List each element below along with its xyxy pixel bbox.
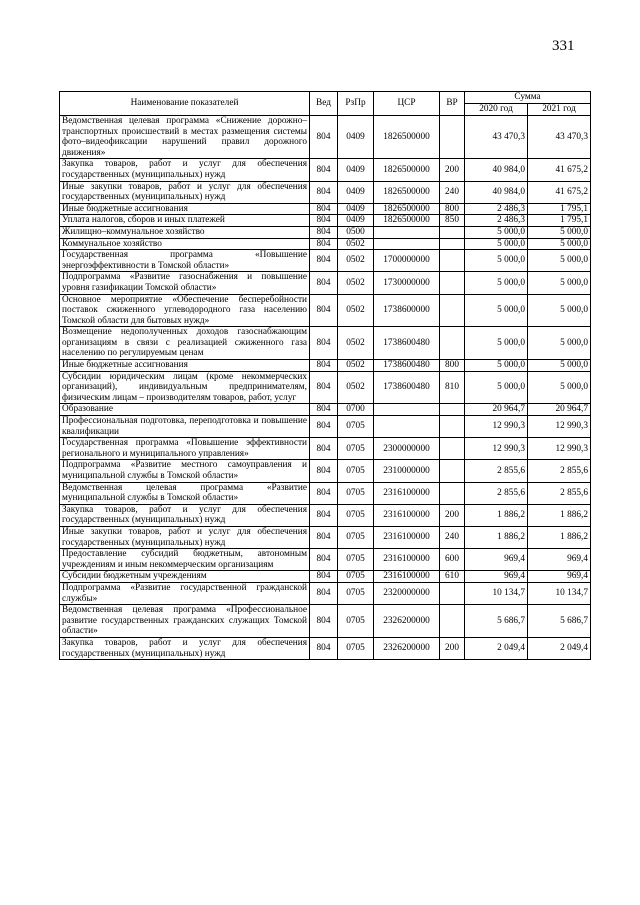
cell-sum-2021: 43 470,3 — [528, 116, 591, 159]
cell-csr: 1826500000 — [374, 203, 440, 215]
cell-name: Ведомственная целевая программа «Профессиональное развитие государственных гражданских служащих Томской области» — [60, 605, 310, 638]
cell-sum-2020: 969,4 — [465, 571, 528, 583]
cell-sum-2021: 5 000,0 — [528, 226, 591, 238]
cell-rzpr: 0502 — [338, 294, 374, 327]
cell-ved: 804 — [310, 294, 338, 327]
table-row — [60, 637, 591, 659]
cell-csr: 1826500000 — [374, 116, 440, 159]
cell-sum-2020: 12 990,3 — [465, 416, 528, 438]
cell-name: Закупка товаров, работ и услуг для обеспечения государственных (муниципальных) нужд — [60, 504, 310, 526]
cell-ved: 804 — [310, 250, 338, 272]
cell-vr: 800 — [440, 360, 465, 372]
cell-rzpr: 0705 — [338, 582, 374, 604]
cell-sum-2021: 1 886,2 — [528, 504, 591, 526]
cell-sum-2021: 5 686,7 — [528, 605, 591, 638]
cell-name: Государственная программа «Повышение эффективности регионального и муниципального управления» — [60, 438, 310, 460]
cell-csr: 2316100000 — [374, 504, 440, 526]
cell-sum-2021: 2 855,6 — [528, 460, 591, 482]
table-row — [60, 238, 591, 250]
cell-name: Основное мероприятие «Обеспечение бесперебойности поставок сжиженного углеводородного газа населению Томской области для бытовых нужд» — [60, 294, 310, 327]
cell-sum-2021: 969,4 — [528, 549, 591, 571]
page-number: 331 — [552, 38, 575, 54]
cell-sum-2020: 12 990,3 — [465, 438, 528, 460]
cell-vr: 240 — [440, 526, 465, 548]
cell-sum-2021: 41 675,2 — [528, 159, 591, 181]
cell-sum-2021: 1 886,2 — [528, 526, 591, 548]
cell-ved: 804 — [310, 203, 338, 215]
cell-rzpr: 0409 — [338, 181, 374, 203]
cell-sum-2020: 2 486,3 — [465, 215, 528, 227]
table-row — [60, 327, 591, 360]
cell-name: Жилищно–коммунальное хозяйство — [60, 226, 310, 238]
cell-sum-2020: 5 686,7 — [465, 605, 528, 638]
cell-rzpr: 0500 — [338, 226, 374, 238]
cell-ved: 804 — [310, 605, 338, 638]
cell-sum-2020: 5 000,0 — [465, 272, 528, 294]
cell-rzpr: 0705 — [338, 416, 374, 438]
cell-sum-2021: 1 795,1 — [528, 203, 591, 215]
cell-sum-2020: 5 000,0 — [465, 371, 528, 404]
cell-rzpr: 0705 — [338, 571, 374, 583]
cell-sum-2020: 5 000,0 — [465, 250, 528, 272]
cell-sum-2020: 5 000,0 — [465, 294, 528, 327]
cell-sum-2021: 41 675,2 — [528, 181, 591, 203]
cell-name: Иные закупки товаров, работ и услуг для обеспечения государственных (муниципальных) нужд — [60, 181, 310, 203]
table-row — [60, 226, 591, 238]
table-row — [60, 504, 591, 526]
cell-name: Профессиональная подготовка, переподготовка и повышение квалификации — [60, 416, 310, 438]
cell-csr: 1826500000 — [374, 181, 440, 203]
cell-sum-2021: 2 855,6 — [528, 482, 591, 504]
cell-vr: 200 — [440, 504, 465, 526]
cell-rzpr: 0705 — [338, 438, 374, 460]
header-csr: ЦСР — [374, 92, 440, 116]
cell-rzpr: 0502 — [338, 327, 374, 360]
cell-csr: 2300000000 — [374, 438, 440, 460]
cell-ved: 804 — [310, 272, 338, 294]
cell-name: Уплата налогов, сборов и иных платежей — [60, 215, 310, 227]
cell-name: Субсидии юридическим лицам (кроме некоммерческих организаций), индивидуальным предпринимателям, физическим лицам – производителям товаров, работ, услуг — [60, 371, 310, 404]
cell-vr: 600 — [440, 549, 465, 571]
cell-sum-2020: 20 964,7 — [465, 404, 528, 416]
cell-sum-2021: 12 990,3 — [528, 438, 591, 460]
cell-sum-2021: 5 000,0 — [528, 250, 591, 272]
cell-sum-2021: 5 000,0 — [528, 294, 591, 327]
cell-sum-2021: 5 000,0 — [528, 238, 591, 250]
cell-csr — [374, 404, 440, 416]
cell-sum-2020: 43 470,3 — [465, 116, 528, 159]
cell-name: Закупка товаров, работ и услуг для обеспечения государственных (муниципальных) нужд — [60, 159, 310, 181]
cell-ved: 804 — [310, 582, 338, 604]
cell-vr — [440, 582, 465, 604]
cell-rzpr: 0705 — [338, 482, 374, 504]
cell-sum-2020: 1 886,2 — [465, 526, 528, 548]
table-row — [60, 416, 591, 438]
cell-name: Коммунальное хозяйство — [60, 238, 310, 250]
cell-csr: 1730000000 — [374, 272, 440, 294]
cell-vr: 240 — [440, 181, 465, 203]
table-row — [60, 360, 591, 372]
cell-vr — [440, 404, 465, 416]
cell-rzpr: 0502 — [338, 371, 374, 404]
cell-name: Образование — [60, 404, 310, 416]
cell-ved: 804 — [310, 371, 338, 404]
cell-vr — [440, 327, 465, 360]
cell-vr: 850 — [440, 215, 465, 227]
cell-sum-2020: 2 855,6 — [465, 482, 528, 504]
cell-sum-2020: 2 855,6 — [465, 460, 528, 482]
cell-csr — [374, 416, 440, 438]
cell-ved: 804 — [310, 460, 338, 482]
cell-vr — [440, 294, 465, 327]
cell-rzpr: 0502 — [338, 250, 374, 272]
cell-sum-2021: 969,4 — [528, 571, 591, 583]
table-row — [60, 215, 591, 227]
cell-name: Закупка товаров, работ и услуг для обеспечения государственных (муниципальных) нужд — [60, 637, 310, 659]
cell-csr: 1826500000 — [374, 215, 440, 227]
cell-rzpr: 0409 — [338, 159, 374, 181]
cell-name: Иные бюджетные ассигнования — [60, 203, 310, 215]
cell-sum-2021: 5 000,0 — [528, 360, 591, 372]
cell-name: Возмещение недополученных доходов газоснабжающим организациям в связи с реализацией сжиженного газа населению по регулируемым ценам — [60, 327, 310, 360]
cell-sum-2020: 2 049,4 — [465, 637, 528, 659]
cell-csr: 2316100000 — [374, 482, 440, 504]
cell-ved: 804 — [310, 404, 338, 416]
header-year-2020: 2020 год — [465, 104, 528, 116]
cell-csr: 1826500000 — [374, 159, 440, 181]
cell-csr — [374, 238, 440, 250]
header-sum: Сумма — [465, 92, 591, 104]
cell-csr: 1738600480 — [374, 371, 440, 404]
cell-ved: 804 — [310, 226, 338, 238]
cell-rzpr: 0409 — [338, 116, 374, 159]
cell-rzpr: 0409 — [338, 215, 374, 227]
cell-ved: 804 — [310, 416, 338, 438]
table-row — [60, 272, 591, 294]
cell-csr: 1738600480 — [374, 360, 440, 372]
cell-ved: 804 — [310, 571, 338, 583]
cell-ved: 804 — [310, 238, 338, 250]
table-row — [60, 181, 591, 203]
cell-sum-2020: 2 486,3 — [465, 203, 528, 215]
header-name: Наименование показателей — [60, 92, 310, 116]
cell-csr: 2320000000 — [374, 582, 440, 604]
cell-rzpr: 0502 — [338, 272, 374, 294]
cell-csr — [374, 226, 440, 238]
cell-ved: 804 — [310, 504, 338, 526]
cell-ved: 804 — [310, 215, 338, 227]
cell-ved: 804 — [310, 327, 338, 360]
cell-rzpr: 0502 — [338, 360, 374, 372]
cell-csr: 2316100000 — [374, 549, 440, 571]
cell-sum-2021: 2 049,4 — [528, 637, 591, 659]
cell-vr — [440, 226, 465, 238]
cell-vr — [440, 460, 465, 482]
cell-rzpr: 0705 — [338, 549, 374, 571]
cell-sum-2020: 10 134,7 — [465, 582, 528, 604]
budget-table — [59, 91, 591, 660]
table-row — [60, 116, 591, 159]
cell-name: Предоставление субсидий бюджетным, автономным учреждениям и иным некоммерческим организациям — [60, 549, 310, 571]
cell-vr: 810 — [440, 371, 465, 404]
cell-sum-2021: 20 964,7 — [528, 404, 591, 416]
cell-sum-2020: 969,4 — [465, 549, 528, 571]
cell-vr: 800 — [440, 203, 465, 215]
cell-rzpr: 0705 — [338, 504, 374, 526]
header-rzpr: РзПр — [338, 92, 374, 116]
header-year-2021: 2021 год — [528, 104, 591, 116]
cell-sum-2021: 12 990,3 — [528, 416, 591, 438]
table-row — [60, 549, 591, 571]
cell-vr — [440, 238, 465, 250]
cell-name: Ведомственная целевая программа «Развитие муниципальной службы в Томской области» — [60, 482, 310, 504]
cell-name: Иные закупки товаров, работ и услуг для обеспечения государственных (муниципальных) нужд — [60, 526, 310, 548]
cell-vr — [440, 250, 465, 272]
cell-rzpr: 0705 — [338, 637, 374, 659]
cell-sum-2021: 5 000,0 — [528, 371, 591, 404]
cell-name: Подпрограмма «Развитие государственной гражданской службы» — [60, 582, 310, 604]
cell-ved: 804 — [310, 482, 338, 504]
cell-sum-2021: 5 000,0 — [528, 272, 591, 294]
cell-csr: 2326200000 — [374, 637, 440, 659]
cell-ved: 804 — [310, 181, 338, 203]
cell-ved: 804 — [310, 116, 338, 159]
cell-sum-2020: 1 886,2 — [465, 504, 528, 526]
cell-vr: 200 — [440, 159, 465, 181]
header-vr: ВР — [440, 92, 465, 116]
cell-vr — [440, 482, 465, 504]
cell-name: Субсидии бюджетным учреждениям — [60, 571, 310, 583]
cell-vr — [440, 272, 465, 294]
cell-csr: 2326200000 — [374, 605, 440, 638]
table-row — [60, 605, 591, 638]
cell-rzpr: 0705 — [338, 605, 374, 638]
cell-vr: 610 — [440, 571, 465, 583]
cell-rzpr: 0705 — [338, 460, 374, 482]
table-row — [60, 203, 591, 215]
table-body — [60, 116, 591, 660]
cell-sum-2020: 5 000,0 — [465, 226, 528, 238]
cell-ved: 804 — [310, 159, 338, 181]
cell-ved: 804 — [310, 637, 338, 659]
cell-csr: 1700000000 — [374, 250, 440, 272]
table-row — [60, 460, 591, 482]
cell-name: Подпрограмма «Развитие местного самоуправления и муниципальной службы в Томской области» — [60, 460, 310, 482]
cell-csr: 1738600000 — [374, 294, 440, 327]
cell-name: Ведомственная целевая программа «Снижение дорожно–транспортных происшествий в местах размещения системы фото–видеофиксации нарушений правил дорожного движения» — [60, 116, 310, 159]
table-row — [60, 526, 591, 548]
cell-csr: 2316100000 — [374, 526, 440, 548]
cell-sum-2020: 5 000,0 — [465, 238, 528, 250]
cell-name: Государственная программа «Повышение энергоэффективности в Томской области» — [60, 250, 310, 272]
table-row — [60, 582, 591, 604]
cell-ved: 804 — [310, 526, 338, 548]
cell-sum-2021: 5 000,0 — [528, 327, 591, 360]
cell-vr — [440, 416, 465, 438]
table-row — [60, 571, 591, 583]
cell-sum-2020: 5 000,0 — [465, 327, 528, 360]
table-row — [60, 404, 591, 416]
header-ved: Вед — [310, 92, 338, 116]
cell-sum-2020: 40 984,0 — [465, 181, 528, 203]
cell-name: Подпрограмма «Развитие газоснабжения и повышение уровня газификации Томской области» — [60, 272, 310, 294]
cell-rzpr: 0502 — [338, 238, 374, 250]
cell-name: Иные бюджетные ассигнования — [60, 360, 310, 372]
cell-sum-2021: 10 134,7 — [528, 582, 591, 604]
cell-vr — [440, 116, 465, 159]
cell-rzpr: 0705 — [338, 526, 374, 548]
cell-ved: 804 — [310, 549, 338, 571]
cell-csr: 1738600480 — [374, 327, 440, 360]
table-row — [60, 250, 591, 272]
cell-sum-2020: 40 984,0 — [465, 159, 528, 181]
cell-vr — [440, 438, 465, 460]
cell-sum-2021: 1 795,1 — [528, 215, 591, 227]
cell-ved: 804 — [310, 438, 338, 460]
cell-vr: 200 — [440, 637, 465, 659]
table-row — [60, 482, 591, 504]
cell-csr: 2310000000 — [374, 460, 440, 482]
cell-sum-2020: 5 000,0 — [465, 360, 528, 372]
cell-rzpr: 0700 — [338, 404, 374, 416]
cell-ved: 804 — [310, 360, 338, 372]
table-row — [60, 294, 591, 327]
table-row — [60, 371, 591, 404]
cell-rzpr: 0409 — [338, 203, 374, 215]
table-row — [60, 159, 591, 181]
cell-csr: 2316100000 — [374, 571, 440, 583]
table-row — [60, 438, 591, 460]
cell-vr — [440, 605, 465, 638]
